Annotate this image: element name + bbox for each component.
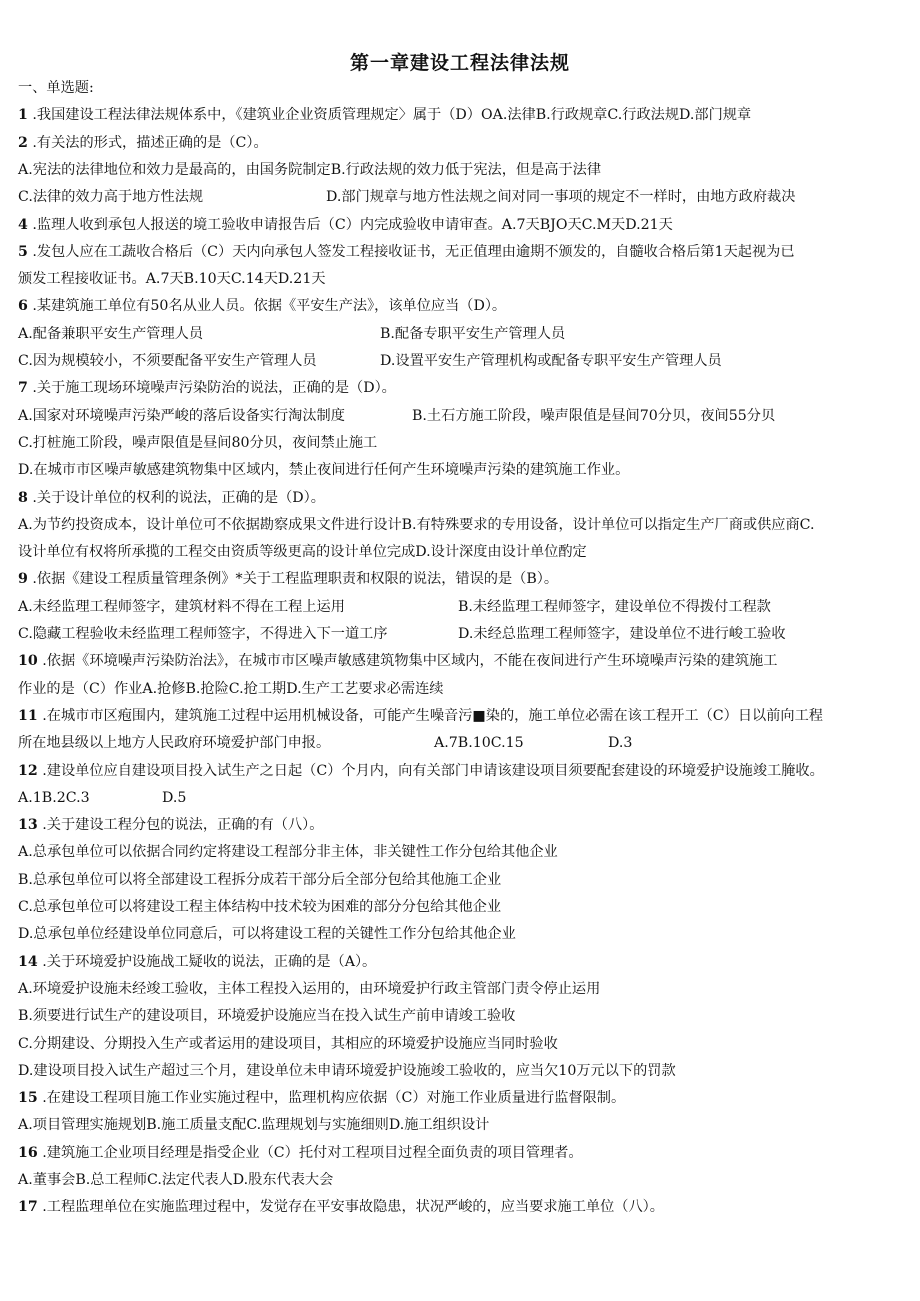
answer-line: A.未经监理工程师签字，建筑材料不得在工程上运用 [18, 598, 345, 615]
answer-option: D.5 [162, 789, 187, 806]
question-number: 14 [18, 953, 38, 970]
question-text: .在建设工程项目施工作业实施过程中，监理机构应依据（C）对施工作业质量进行监督限制。 [37, 1090, 626, 1107]
answer-line: C.总承包单位可以将建设工程主体结构中技术较为困难的部分分包给其他企业 [18, 899, 502, 915]
answer-line: 所在地县级以上地方人民政府环境爱护部门申报。 [18, 735, 331, 752]
answer-line: A.总承包单位可以依据合同约定将建设工程部分非主体，非关键性工作分包给其他企业 [18, 844, 558, 861]
question-text: .关于施工现场环境噪声污染防治的说法，正确的是（D）。 [27, 380, 396, 397]
question-number: 16 [18, 1144, 38, 1161]
page-title: 第一章建设工程法律法规 [349, 52, 570, 74]
question-13 [18, 815, 323, 835]
question-number: 12 [18, 762, 38, 779]
answer-line: D.总承包单位经建设单位同意后，可以将建设工程的关键性工作分包给其他企业 [18, 926, 516, 943]
question-number: 13 [18, 817, 38, 834]
question-text: .关于设计单位的权利的说法，正确的是（D）。 [27, 489, 325, 506]
answer-line: C.因为规模较小，不须要配备平安生产管理人员 [18, 353, 317, 369]
question-14 [18, 952, 376, 972]
answer-option: D.部门规章与地方性法规之间对同一事项的规定不一样时，由地方政府裁决 [326, 189, 796, 206]
question-text: .某建筑施工单位有50名从业人员。依据《平安生产法》，该单位应当（D）。 [27, 298, 507, 315]
question-6 [18, 296, 506, 316]
question-number: 7 [18, 380, 28, 397]
question-number: 9 [18, 571, 28, 588]
question-number: 11 [18, 707, 38, 724]
answer-line: C.打桩施工阶段，噪声限值是昼间80分贝，夜间禁止施工 [18, 434, 378, 451]
question-text: .关于环境爱护设施战工疑收的说法，正确的是（A）。 [37, 953, 377, 970]
question-text: .发包人应在工蔬收合格后（C）天内向承包人签发工程接收证书，无正值理由逾期不颁发的，自髓收合格后第1天起视为已 [27, 243, 795, 260]
answer-option: B.土石方施工阶段，噪声限值是昼间70分贝，夜间55分贝 [412, 407, 776, 424]
question-15 [18, 1088, 625, 1108]
question-text: .依据《环境噪声污染防治法》，在城市市区噪声敏感建筑物集中区域内，不能在夜间进行产生环境噪声污染的建筑施工 [37, 653, 778, 670]
answer-line: A.董事会B.总工程师C.法定代表人D.股东代表大会 [18, 1172, 334, 1188]
answer-option: B.未经监理工程师签字，建设单位不得拨付工程款 [458, 598, 771, 615]
answer-line: A.项目管理实施规划B.施工质量支配C.监理规划与实施细则D.施工组织设计 [18, 1117, 490, 1134]
answer-option: D.设置平安生产管理机构或配备专职平安生产管理人员 [380, 353, 722, 369]
question-number: 8 [18, 489, 28, 506]
question-text: .工程监理单位在实施监理过程中，发觉存在平安事故隐患，状况严峻的，应当要求施工单位（八）。 [37, 1199, 664, 1216]
answer-line: A.配备兼职平安生产管理人员 [18, 325, 204, 342]
answer-line: A.国家对环境噪声污染严峻的落后设备实行淘汰制度 [18, 407, 345, 424]
question-number: 6 [18, 298, 28, 315]
answer-line: 设计单位有权将所承揽的工程交由资质等级更高的设计单位完成D.设计深度由设计单位酌定 [18, 544, 587, 561]
answer-line: D.在城市市区噪声敏感建筑物集中区域内，禁止夜间进行任何产生环境噪声污染的建筑施工作业。 [18, 462, 630, 479]
question-11 [18, 706, 823, 726]
answer-line: C.隐藏工程验收未经监理工程师签字，不得进入下一道工序 [18, 626, 388, 642]
question-text: .有关法的形式，描述正确的是（C）。 [27, 134, 268, 151]
question-8 [18, 488, 325, 508]
question-number: 1 [18, 107, 28, 124]
answer-line: A.为节约投资成本，设计单位可不依据勘察成果文件进行设计B.有特殊要求的专用设备，设计单位可以指定生产厂商或供应商C. [18, 516, 815, 533]
question-2 [18, 133, 268, 153]
answer-line: A.宪法的法律地位和效力是最高的，由国务院制定B.行政法规的效力低于宪法，但是高于法律 [18, 161, 602, 178]
question-12 [18, 761, 824, 781]
answer-line: 作业的是（C）作业A.抢修B.抢险C.抢工期D.生产工艺要求必需连续 [18, 680, 444, 697]
question-16 [18, 1143, 583, 1163]
answer-option: A.7B.10C.15 [434, 735, 524, 752]
answer-line: 颁发工程接收证书。A.7天B.10天C.14天D.21天 [18, 271, 326, 288]
answer-line: C.法律的效力高于地方性法规 [18, 189, 204, 206]
answer-option: D.3 [608, 735, 633, 752]
answer-line: D.建设项目投入试生产超过三个月，建设单位未申请环境爱护设施竣工验收的，应当欠10万元以下的罚款 [18, 1062, 676, 1079]
question-number: 10 [18, 653, 38, 670]
question-text: .依据《建设工程质量管理条例》*关于工程监理职责和权限的说法，错误的是（B）。 [27, 571, 559, 588]
question-text: .关于建设工程分包的说法，正确的有（八）。 [37, 817, 324, 834]
question-number: 2 [18, 134, 28, 151]
question-5 [18, 242, 795, 262]
question-text: .在城市市区疱围内，建筑施工过程中运用机械设备，可能产生噪音污■染的，施工单位必需在该工程开工（C）日以前向工程 [37, 707, 823, 724]
question-7 [18, 378, 396, 398]
question-4 [18, 215, 673, 235]
question-number: 4 [18, 216, 28, 233]
answer-line: B.须要进行试生产的建设项目，环境爱护设施应当在投入试生产前申请竣工验收 [18, 1008, 516, 1025]
question-number: 5 [18, 243, 28, 260]
section-heading: 一、单选题: [18, 80, 94, 96]
question-text: .我国建设工程法律法规体系中，《建筑业企业资质管理规定〉属于（D）OA.法律B.行政规章C.行政法规D.部门规章 [27, 107, 752, 124]
question-text: .建筑施工企业项目经理是指受企业（C）托付对工程项目过程全面负责的项目管理者。 [37, 1144, 583, 1161]
answer-line: C.分期建设、分期投入生产或者运用的建设项目，其相应的环境爱护设施应当同时验收 [18, 1035, 558, 1052]
question-number: 17 [18, 1199, 38, 1216]
question-number: 15 [18, 1090, 38, 1107]
answer-line: B.总承包单位可以将全部建设工程拆分成若干部分后全部分包给其他施工企业 [18, 871, 502, 888]
question-text: .建设单位应自建设项目投入试生产之日起（C）个月内，向有关部门申请该建设项目须要配套建设的环境爱护设施竣工腌收。 [37, 762, 824, 779]
answer-option: B.配备专职平安生产管理人员 [380, 325, 566, 342]
answer-option: D.未经总监理工程师签字，建设单位不进行峻工验收 [458, 626, 786, 642]
question-17 [18, 1197, 664, 1217]
question-1 [18, 105, 751, 125]
answer-line: A.1B.2C.3 [18, 789, 90, 806]
answer-line: A.环境爱护设施未经竣工验收，主体工程投入运用的，由环境爱护行政主管部门责令停止运用 [18, 980, 601, 997]
question-9 [18, 569, 558, 589]
question-10 [18, 651, 777, 671]
question-text: .监理人收到承包人报送的境工验收申请报告后（C）内完成验收申请审查。A.7天BJO天C.M天D.21天 [27, 216, 673, 233]
